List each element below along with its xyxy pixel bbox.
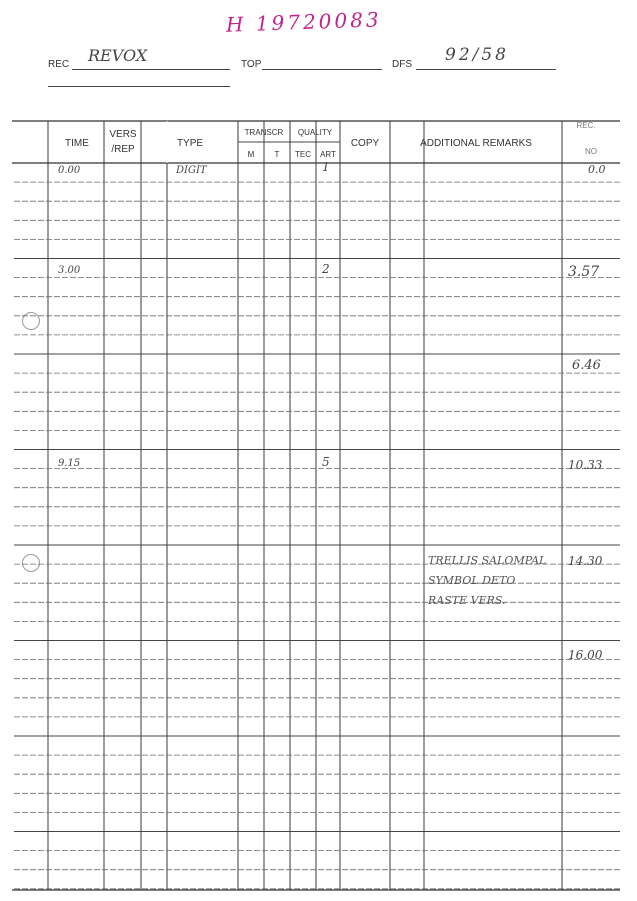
col-vers-header: VERS xyxy=(109,129,137,140)
rec-label: REC xyxy=(48,59,70,70)
col-transcr-m-header: M xyxy=(247,150,255,159)
col-quality-header: QUALITY xyxy=(297,128,333,137)
entry-remarks-line: SYMBOL DETO xyxy=(428,574,516,587)
entry-time: 0.00 xyxy=(58,165,81,176)
col-type-header: TYPE xyxy=(176,138,204,149)
top-label: TOP xyxy=(241,59,262,70)
entry-rec-no: 0.0 xyxy=(588,163,606,176)
entry-type: DIGIT xyxy=(176,165,207,176)
col-time-header: TIME xyxy=(65,138,89,149)
entry-art: 1 xyxy=(322,160,330,174)
col-remarks-header: ADDITIONAL REMARKS xyxy=(420,138,532,149)
col-copy-header: COPY xyxy=(350,138,380,149)
entry-art: 5 xyxy=(322,455,330,469)
entry-rec-no: 6.46 xyxy=(572,358,601,373)
entry-remarks-line: RASTE VERS. xyxy=(428,594,506,607)
entry-rec-no: 3.57 xyxy=(568,264,600,280)
col-transcr-t-header: T xyxy=(274,150,280,159)
entry-rec-no: 10.33 xyxy=(568,458,603,472)
dfs-label: DFS xyxy=(392,59,412,70)
col-quality-tec-header: TEC xyxy=(295,150,311,159)
dfs-value: 92/58 xyxy=(445,45,509,65)
entry-rec-no: 16.00 xyxy=(568,648,603,662)
reference-number: H 19720083 xyxy=(225,7,382,37)
col-transcr-header: TRANSCR xyxy=(244,128,284,137)
col-rec-header: REC. xyxy=(576,121,596,130)
rec-value: REVOX xyxy=(88,46,148,65)
col-rep-header: /REP xyxy=(111,144,135,155)
col-quality-art-header: ART xyxy=(320,150,336,159)
entry-time: 3.00 xyxy=(58,265,81,276)
entry-remarks-line: TRELLIS SALOMPAL xyxy=(428,554,547,567)
entry-time: 9.15 xyxy=(58,458,81,469)
col-no-header: NO xyxy=(585,147,597,156)
entry-rec-no: 14.30 xyxy=(568,554,603,568)
entry-art: 2 xyxy=(322,262,330,276)
